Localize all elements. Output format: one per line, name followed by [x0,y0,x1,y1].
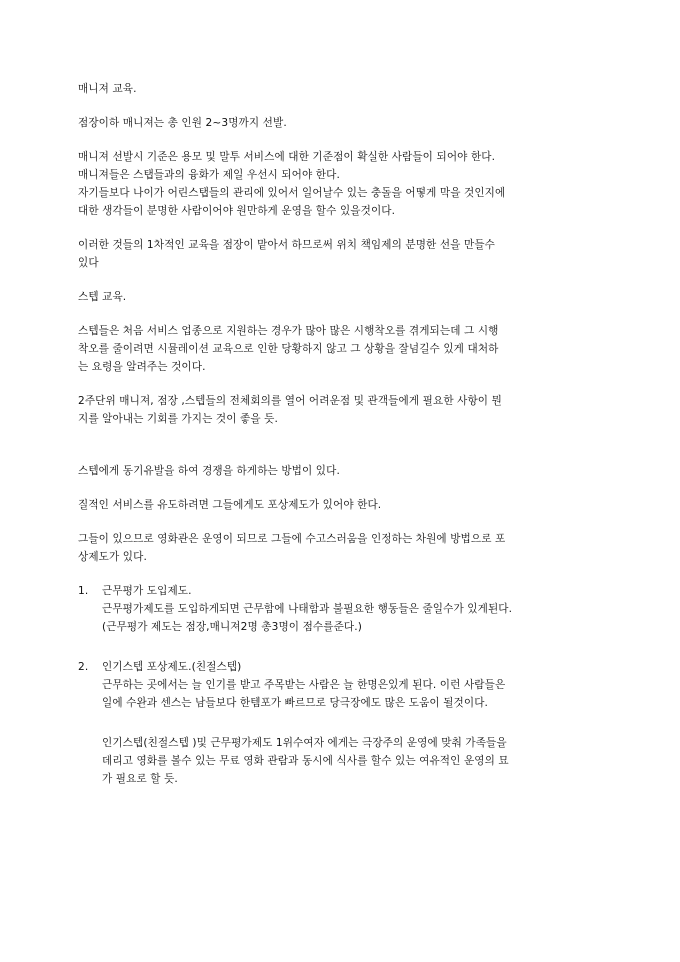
text-line: 근무평가제도를 도입하게되면 근무함에 나태함과 불필요한 행동들은 줄일수가 있게된다. [102,603,513,615]
text-line: 데리고 영화를 볼수 있는 무료 영화 관람과 동시에 식사를 할수 있는 여유적인 운영의 묘 [102,755,509,767]
text-line: 상제도가 있다. [78,551,147,563]
paragraph-reward-needed [78,496,623,514]
text-line: 질적인 서비스를 유도하려면 그들에게도 포상제도가 있어야 한다. [78,499,382,511]
text-line: (근무평가 제도는 점장,매니져2명 총3명이 점수를준다.) [102,621,362,633]
reward-list [78,582,623,788]
text-line: 는 요령을 알려주는 것이다. [78,361,206,373]
text-line: 가 필요로 할 듯. [102,773,178,785]
text-line: 매니져들은 스탭들과의 융화가 제일 우선시 되어야 한다. [78,169,340,181]
text-line: 2주단위 매니져, 점장 ,스텝들의 전체회의를 열어 어려운점 및 관객들에게 필요한 사항이 뭔 [78,395,502,407]
text-line: 스텝 교육. [78,291,127,303]
text-line: 이러한 것들의 1차적인 교육을 점장이 맡아서 하므로써 위치 책임제의 분명한 선을 만들수 [78,239,495,251]
paragraph-reward-system [78,530,623,566]
list-number: 2. [78,661,89,673]
paragraph-manager-criteria [78,148,623,220]
text-line: 일에 수완과 센스는 남들보다 한템포가 빠르므로 당극장에도 많은 도움이 될것이다. [102,697,489,709]
paragraph-motivation [78,462,623,480]
heading-staff-training [78,288,623,306]
text-line: 착오를 줄이려면 시뮬레이션 교육으로 인한 당황하지 않고 그 상황을 잘넘길수 있게 대처하 [78,343,499,355]
paragraph-staff-simulation [78,322,623,376]
text-line: 매니져 선발시 기준은 용모 및 말투 서비스에 대한 기준점이 확실한 사람들이 되어야 한다. [78,151,496,163]
paragraph-biweekly-meeting [78,392,623,428]
text-line: 그들이 있으므로 영화관은 운영이 되므로 그들에 수고스러움을 인정하는 차원에 방법으로 포 [78,533,506,545]
document-body [78,80,623,810]
text-line: 자기들보다 나이가 어린스탭들의 관리에 있어서 일어날수 있는 충돌을 어떻게 막을 것인지에 [78,187,506,199]
list-item [78,582,623,636]
text-line: 매니져 교육. [78,83,137,95]
text-line: 대한 생각들이 분명한 사람이어야 원만하게 운영을 할수 있을것이다. [78,205,396,217]
text-line: 스텝들은 처음 서비스 업종으로 지원하는 경우가 많아 많은 시행착오를 겪게되는데 그 시행 [78,325,499,337]
list-title: 근무평가 도입제도. [102,585,192,597]
paragraph-first-training [78,236,623,272]
list-item [78,658,623,788]
list-body-extra [102,734,623,788]
paragraph-manager-selection-count [78,114,623,132]
text-line: 지를 알아내는 기회를 가지는 것이 좋을 듯. [78,413,278,425]
heading-manager-training [78,80,623,98]
list-body [102,600,623,636]
text-line: 스텝에게 동기유발을 하여 경쟁을 하게하는 방법이 있다. [78,465,340,477]
text-line: 근무하는 곳에서는 늘 인기를 받고 주목받는 사람은 늘 한명은있게 된다. 이런 사람들은 [102,679,506,691]
text-line: 있다 [78,257,99,269]
list-body [102,676,623,712]
list-title: 인기스텝 포상제도.(친절스텝) [102,661,242,673]
text-line: 점장이하 매니져는 총 인원 2~3명까지 선발. [78,117,287,129]
text-line: 인기스텝(친절스텝 )및 근무평가제도 1위수여자 에게는 극장주의 운영에 맞춰 가족들을 [102,737,507,749]
list-number: 1. [78,585,89,597]
